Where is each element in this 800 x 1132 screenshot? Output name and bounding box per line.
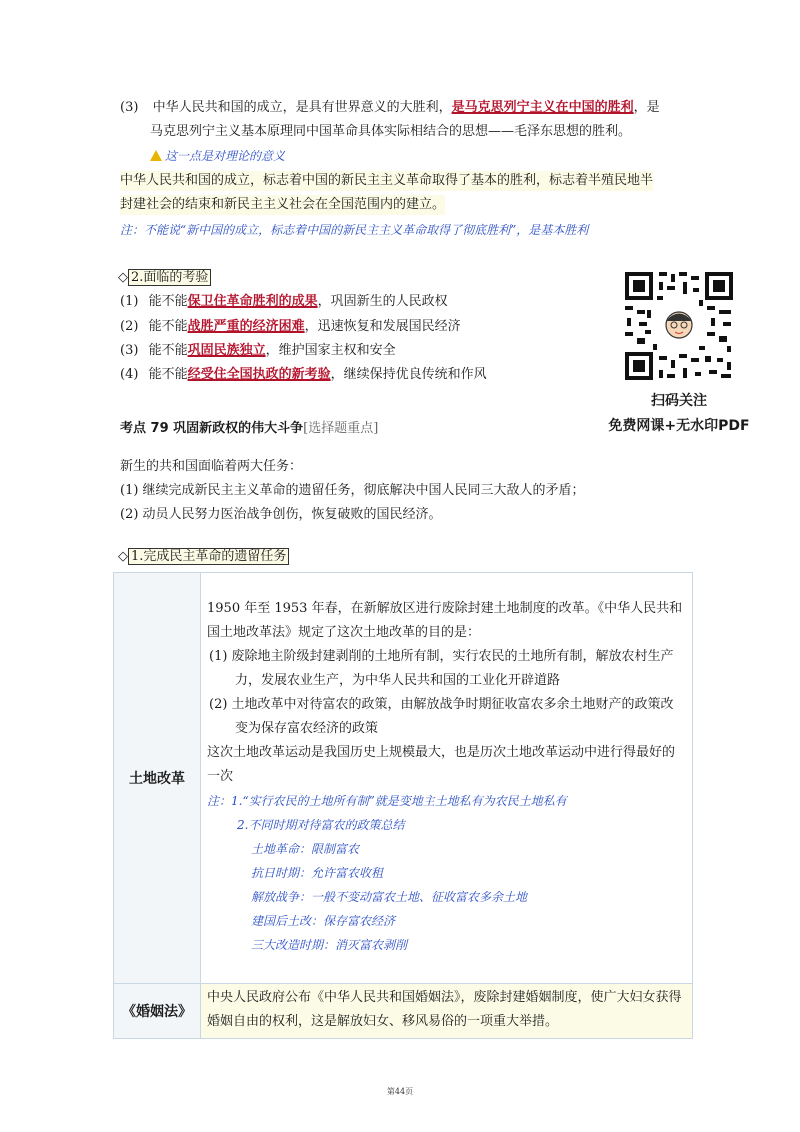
item3-line1 xyxy=(120,98,660,118)
diamond-icon: ◇ xyxy=(118,549,128,564)
note-line: 三大改造时期：消灭富农剥削 xyxy=(251,938,408,952)
land-reform-item-1: (1) 废除地主阶级封建剥削的土地所有制，实行农民的土地所有制，解放农村生产力，发展农业生产，为中华人民共和国的工业化开辟道路 xyxy=(209,649,674,688)
test-item-pre: 能不能 xyxy=(148,319,188,334)
kaodian-heading xyxy=(120,419,378,439)
test-item-post: ，继续保持优良传统和作风 xyxy=(330,367,487,382)
land-reform-notes xyxy=(207,789,686,957)
item3-number: (3) xyxy=(120,100,139,115)
item3-line2: 马克思列宁主义基本原理同中国革命具体实际相结合的思想——毛泽东思想的胜利。 xyxy=(150,124,632,139)
test-item-pre: 能不能 xyxy=(148,294,188,309)
para-line1: 中华人民共和国的成立，标志着中国的新民主主义革命取得了基本的胜利，标志着半殖民地半 xyxy=(120,171,653,191)
para-line2: 封建社会的结束和新民主主义社会在全国范围内的建立。 xyxy=(120,195,445,215)
qr-caption-2: 免费网课+无水印PDF xyxy=(608,418,750,434)
warn-note xyxy=(150,146,285,166)
note-line: 注：不能说“新中国的成立，标志着中国的新民主主义革命取得了彻底胜利”，是基本胜利 xyxy=(120,223,589,237)
item3-text-b: ，是 xyxy=(633,100,660,115)
note-line: 解放战争：一般不变动富农土地、征收富农多余土地 xyxy=(251,890,528,904)
test-item-post: ，维护国家主权和安全 xyxy=(265,343,396,358)
test-item-pre: 能不能 xyxy=(148,367,188,382)
test-item-highlight: 经受住全国执政的新考验 xyxy=(187,367,331,382)
test-section-label: 2.面临的考验 xyxy=(128,269,211,286)
test-item-highlight: 保卫住革命胜利的成果 xyxy=(187,294,318,309)
test-item-highlight: 战胜严重的经济困难 xyxy=(187,319,305,334)
table-row xyxy=(114,573,693,984)
kaodian-task-2: (2) 动员人民努力医治战争创伤，恢复破败的国民经济。 xyxy=(120,507,442,522)
qr-caption-1: 扫码关注 xyxy=(651,393,707,409)
item3-highlight: 是马克思列宁主义在中国的胜利 xyxy=(451,100,634,115)
row-label-marriage-law: 《婚姻法》 xyxy=(114,984,201,1039)
qr-code-icon xyxy=(623,270,735,382)
item3-text-a: 中华人民共和国的成立，是具有世界意义的大胜利， xyxy=(152,100,452,115)
test-item-1 xyxy=(120,292,448,312)
note-line: 注：1.“实行农民的土地所有制”就是变地主土地私有为农民土地私有 xyxy=(207,794,567,808)
row-content-land-reform xyxy=(201,573,693,984)
test-item-highlight: 巩固民族独立 xyxy=(187,343,266,358)
qr-code[interactable] xyxy=(623,270,735,382)
note-line: 抗日时期：允许富农收租 xyxy=(251,866,384,880)
kaodian-intro: 新生的共和国面临着两大任务： xyxy=(120,459,303,474)
note-line: 2.不同时期对待富农的政策总结 xyxy=(237,818,405,832)
diamond-icon: ◇ xyxy=(118,270,128,285)
test-item-number: (4) xyxy=(120,367,139,382)
page-number: 第44页 xyxy=(386,1087,414,1096)
note-line: 建国后土改：保存富农经济 xyxy=(251,914,396,928)
test-item-post: ，巩固新生的人民政权 xyxy=(317,294,448,309)
test-item-post: ，迅速恢复和发展国民经济 xyxy=(304,319,461,334)
land-reform-item-2: (2) 土地改革中对待富农的政策，由解放战争时期征收富农多余土地财产的政策改变为保存富农经济的政策 xyxy=(209,697,674,736)
sub1-label: 1.完成民主革命的遗留任务 xyxy=(128,548,289,565)
test-item-2 xyxy=(120,317,461,337)
note-line: 土地革命：限制富农 xyxy=(251,842,360,856)
test-item-3 xyxy=(120,341,396,361)
warning-icon xyxy=(150,150,162,161)
test-item-number: (3) xyxy=(120,343,139,358)
kaodian-tag: [选择题重点] xyxy=(303,421,379,436)
test-item-number: (2) xyxy=(120,319,139,334)
row-content-marriage-law: 中央人民政府公布《中华人民共和国婚姻法》，废除封建婚姻制度，使广大妇女获得婚姻自由的权利，这是解放妇女、移风易俗的一项重大举措。 xyxy=(201,984,693,1039)
land-reform-intro: 1950 年至 1953 年春，在新解放区进行废除封建土地制度的改革。《中华人民共和国土地改革法》规定了这次土地改革的目的是： xyxy=(207,601,683,640)
test-item-4 xyxy=(120,365,487,385)
warn-note-text: 这一点是对理论的意义 xyxy=(165,149,286,163)
test-item-number: (1) xyxy=(120,294,139,309)
tasks-table xyxy=(113,572,693,1039)
kaodian-title: 考点 79 巩固新政权的伟大斗争 xyxy=(120,421,304,436)
test-item-pre: 能不能 xyxy=(148,343,188,358)
sub1-title xyxy=(118,547,289,567)
land-reform-summary: 这次土地改革运动是我国历史上规模最大，也是历次土地改革运动中进行得最好的一次 xyxy=(207,745,676,784)
table-row xyxy=(114,984,693,1039)
kaodian-task-1: (1) 继续完成新民主主义革命的遗留任务，彻底解决中国人民同三大敌人的矛盾； xyxy=(120,483,585,498)
test-section-title xyxy=(118,268,211,288)
row-label-land-reform: 土地改革 xyxy=(114,573,201,984)
